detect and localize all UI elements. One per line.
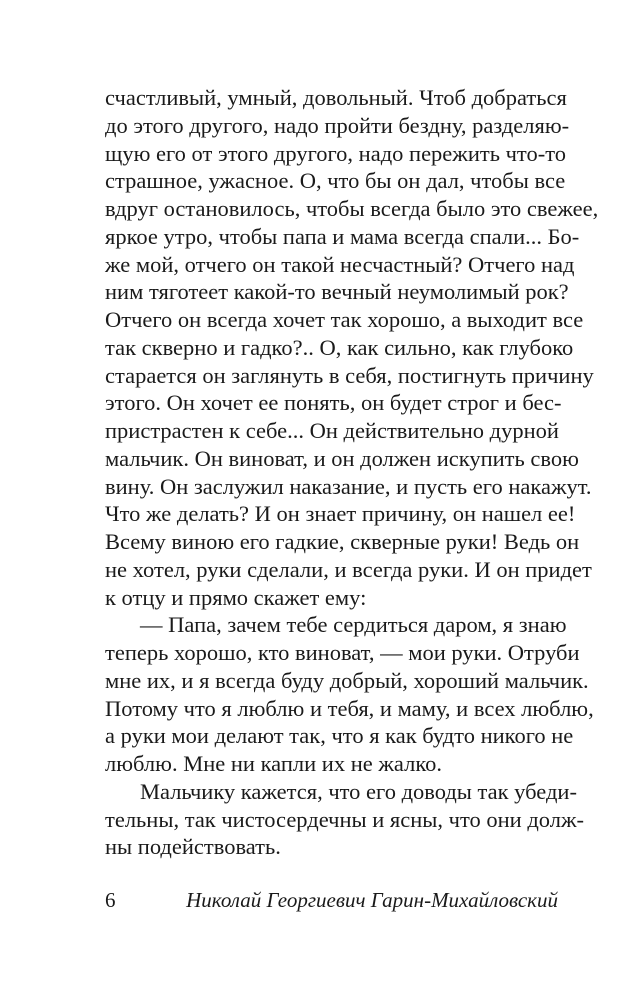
text-line: Потому что я люблю и тебя, и маму, и всех люблю, bbox=[105, 695, 594, 721]
text-line: — Папа, зачем тебе сердиться даром, я знаю bbox=[140, 612, 567, 638]
text-line: старается он заглянуть в себя, постигнуть причину bbox=[105, 362, 594, 388]
text-line: мне их, и я всегда буду добрый, хороший мальчик. bbox=[105, 667, 589, 693]
text-line: мальчик. Он виноват, и он должен искупить свою bbox=[105, 445, 579, 471]
text-line: пристрастен к себе... Он действительно дурной bbox=[105, 418, 559, 443]
text-line: вину. Он заслужил наказание, и пусть его накажут. bbox=[105, 473, 592, 499]
text-line: Что же делать? И он знает причину, он нашел ее! bbox=[105, 501, 576, 527]
text-line: ним тяготеет какой-то вечный неумолимый рок? bbox=[105, 279, 569, 305]
text-line: тельны, так чистосердечны и ясны, что они долж- bbox=[105, 806, 584, 832]
text-line: так скверно и гадко?.. О, как сильно, как глубоко bbox=[105, 334, 574, 360]
text-line: страшное, ужасное. О, что бы он дал, чтобы все bbox=[105, 168, 566, 194]
text-line: ны подействовать. bbox=[105, 834, 281, 860]
text-line: яркое утро, чтобы папа и мама всегда спали... Бо- bbox=[105, 223, 580, 249]
page-body-text bbox=[105, 84, 599, 861]
text-line: Мальчику кажется, что его доводы так убеди- bbox=[140, 778, 577, 804]
text-line: люблю. Мне ни капли их не жалко. bbox=[105, 751, 442, 776]
text-line: этого. Он хочет ее понять, он будет строг и бес- bbox=[105, 390, 562, 416]
text-line: вдруг остановилось, чтобы всегда было это свежее, bbox=[105, 196, 599, 221]
text-line: к отцу и прямо скажет ему: bbox=[105, 584, 367, 610]
text-line: не хотел, руки сделали, и всегда руки. И он придет bbox=[105, 556, 592, 582]
text-line: счастливый, умный, довольный. Чтоб добраться bbox=[105, 85, 567, 110]
text-line: Отчего он всегда хочет так хорошо, а выходит все bbox=[105, 307, 584, 332]
text-line: до этого другого, надо пройти бездну, разделяю- bbox=[105, 112, 570, 138]
text-line: Всему виною его гадкие, скверные руки! Ведь он bbox=[105, 529, 580, 554]
text-line: щую его от этого другого, надо пережить что-то bbox=[105, 140, 566, 166]
text-line: теперь хорошо, кто виноват, — мои руки. Отруби bbox=[105, 640, 580, 665]
page-number: 6 bbox=[105, 888, 116, 912]
text-line: а руки мои делают так, что я как будто никого не bbox=[105, 723, 574, 749]
page-footer bbox=[105, 888, 558, 913]
running-footer-author: Николай Георгиевич Гарин-Михайловский bbox=[186, 888, 558, 912]
text-line: же мой, отчего он такой несчастный? Отчего над bbox=[105, 251, 575, 277]
